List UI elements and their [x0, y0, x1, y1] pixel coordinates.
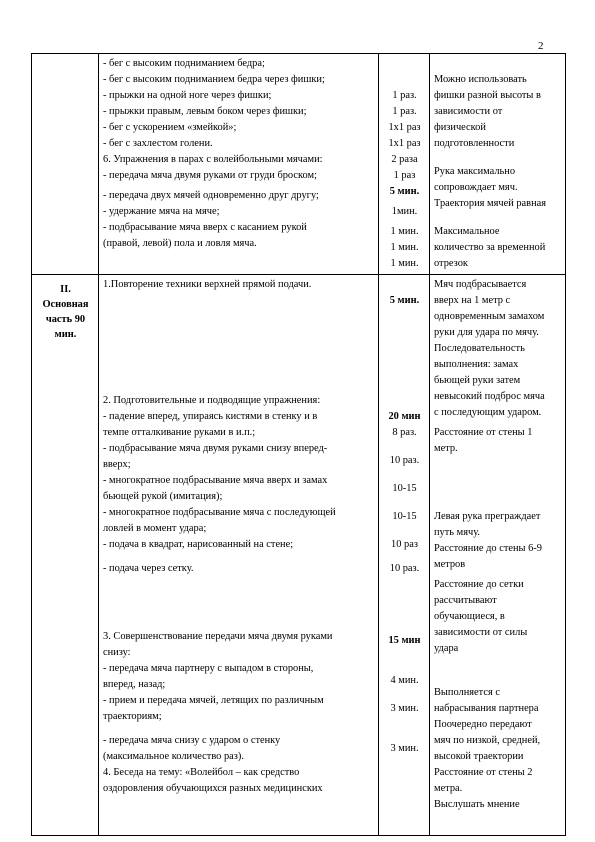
text-line: - удержание мяча на мяче; [103, 206, 220, 217]
text-line: 1мин. [391, 206, 418, 217]
text-line: - передача мяча снизу с ударом о стенку [103, 735, 281, 746]
text-line: физической [434, 122, 486, 133]
text-line: 3 мин. [390, 703, 419, 714]
text-line: набрасывания партнера [434, 703, 539, 714]
text-line: 1.Повторение техники верхней прямой подачи. [103, 279, 312, 290]
text-line: оздоровления обучающихся разных медицинских [103, 783, 323, 794]
table-row [32, 54, 566, 275]
text-line: 3. Совершенствование передачи мяча двумя руками [103, 631, 333, 642]
section-title-line: часть 90 [45, 314, 86, 325]
text-line: - подача через сетку. [103, 563, 194, 574]
text-line: Последовательность [434, 343, 525, 354]
text-line: - многократное подбрасывание мяча с последующей [103, 507, 336, 518]
text-line: 2 раза [391, 154, 418, 165]
text-line: ловлей в момент удара; [103, 523, 207, 534]
text-line: выполнения: замах [434, 359, 519, 370]
notes-cell [430, 54, 566, 275]
text-line: рассчитывают [434, 595, 497, 606]
text-line: Расстояние до стены 6-9 [434, 543, 542, 554]
text-line: Траектория мячей равная [434, 198, 547, 209]
text-line: 4 мин. [390, 675, 419, 686]
text-line: бьющей рукой (имитация); [103, 491, 223, 502]
text-line: - передача мяча двумя руками от груди броском; [103, 170, 317, 181]
text-line: 8 раз. [392, 427, 417, 438]
text-line: Расстояние до сетки [434, 579, 524, 590]
text-line: метр. [434, 443, 458, 454]
notes-cell [430, 275, 566, 836]
text-line: вверх; [103, 459, 131, 470]
text-line: - падение вперед, упираясь кистями в стенку и в [103, 411, 318, 422]
text-line: - бег с захлестом голени. [103, 138, 213, 149]
section-cell-empty [32, 54, 99, 275]
text-line: Левая рука преграждает [434, 511, 541, 522]
text-line: - многократное подбрасывание мяча вверх и замах [103, 475, 328, 486]
text-line: 10-15 [392, 511, 417, 522]
text-line: 10 раз [391, 539, 418, 550]
text-line: (правой, левой) пола и ловля мяча. [103, 238, 257, 249]
section-title-line: мин. [54, 329, 77, 340]
text-line: - бег с высоким подниманием бедра; [103, 58, 265, 69]
text-line: - прыжки правым, левым боком через фишки; [103, 106, 307, 117]
text-line: Выслушать мнение [434, 799, 520, 810]
text-line: 1 мин. [390, 226, 419, 237]
section-cell [32, 275, 99, 836]
text-line: Расстояние от стены 2 [434, 767, 533, 778]
text-line: 20 мин [388, 411, 421, 422]
text-line: - бег с высоким подниманием бедра через фишки; [103, 74, 325, 85]
text-line: - бег с ускорением «змейкой»; [103, 122, 237, 133]
dosage-cell [379, 54, 430, 275]
dosage-cell [379, 275, 430, 836]
section-title-line: Основная [42, 299, 89, 310]
text-line: Мяч подбрасывается [434, 279, 527, 290]
exercises-cell [99, 54, 379, 275]
text-line: Выполняется с [434, 687, 500, 698]
text-line: - подбрасывание мяча вверх с касанием рукой [103, 222, 307, 233]
text-line: руки для удара по мячу. [434, 327, 539, 338]
text-line: - подача в квадрат, нарисованный на стене; [103, 539, 294, 550]
exercises-cell [99, 275, 379, 836]
text-line: 1 раз. [392, 90, 417, 101]
table-row [32, 275, 566, 836]
text-line: 5 мин. [389, 186, 420, 197]
text-line: 1 раз [393, 170, 416, 181]
text-line: 5 мин. [389, 295, 420, 306]
text-line: 1 мин. [390, 242, 419, 253]
text-line: - прием и передача мячей, летящих по различным [103, 695, 324, 706]
text-line: 10 раз. [389, 455, 420, 466]
text-line: путь мячу. [434, 527, 480, 538]
text-line: 15 мин [388, 635, 421, 646]
text-line: - передача двух мячей одновременно друг другу; [103, 190, 319, 201]
text-line: метров [434, 559, 466, 570]
text-line: - подбрасывание мяча двумя руками снизу вперед- [103, 443, 328, 454]
section-title [32, 282, 98, 342]
text-line: сопровождает мяч. [434, 182, 518, 193]
text-line: бьющей руки затем [434, 375, 521, 386]
text-line: вперед, назад; [103, 679, 166, 690]
section-title-line: II. [60, 284, 71, 295]
text-line: 1х1 раз [388, 138, 421, 149]
text-line: Можно использовать [434, 74, 527, 85]
text-line: траекториям; [103, 711, 162, 722]
text-line: фишки разной высоты в [434, 90, 541, 101]
text-line: (максимальное количество раз). [103, 751, 244, 762]
text-line: 10 раз. [389, 563, 420, 574]
text-line: вверх на 1 метр с [434, 295, 511, 306]
text-line: снизу: [103, 647, 131, 658]
text-line: невысокий подброс мяча [434, 391, 545, 402]
text-line: 1 раз. [392, 106, 417, 117]
text-line: с последующим ударом. [434, 407, 542, 418]
text-line: 6. Упражнения в парах с волейбольными мячами: [103, 154, 323, 165]
text-line: 2. Подготовительные и подводящие упражнения: [103, 395, 321, 406]
text-line: 3 мин. [390, 743, 419, 754]
text-line: 1 мин. [390, 258, 419, 269]
text-line: подготовленности [434, 138, 515, 149]
lesson-plan-table [31, 53, 566, 836]
text-line: обучающиеся, в [434, 611, 505, 622]
text-line: зависимости от [434, 106, 503, 117]
page-number: 2 [538, 40, 544, 52]
text-line: удара [434, 643, 459, 654]
text-line: 10-15 [392, 483, 417, 494]
text-line: Рука максимально [434, 166, 516, 177]
text-line: мяч по низкой, средней, [434, 735, 541, 746]
text-line: Максимальное [434, 226, 500, 237]
text-line: 4. Беседа на тему: «Волейбол – как средство [103, 767, 300, 778]
text-line: одновременным замахом [434, 311, 545, 322]
text-line: зависимости от силы [434, 627, 528, 638]
text-line: метра. [434, 783, 463, 794]
text-line: - передача мяча партнеру с выпадом в стороны, [103, 663, 314, 674]
text-line: 1х1 раз [388, 122, 421, 133]
text-line: Расстояние от стены 1 [434, 427, 533, 438]
text-line: высокой траектории [434, 751, 524, 762]
text-line: количество за временной [434, 242, 546, 253]
text-line: - прыжки на одной ноге через фишки; [103, 90, 272, 101]
text-line: Поочередно передают [434, 719, 532, 730]
text-line: отрезок [434, 258, 468, 269]
text-line: темпе отталкивание руками в и.п.; [103, 427, 256, 438]
